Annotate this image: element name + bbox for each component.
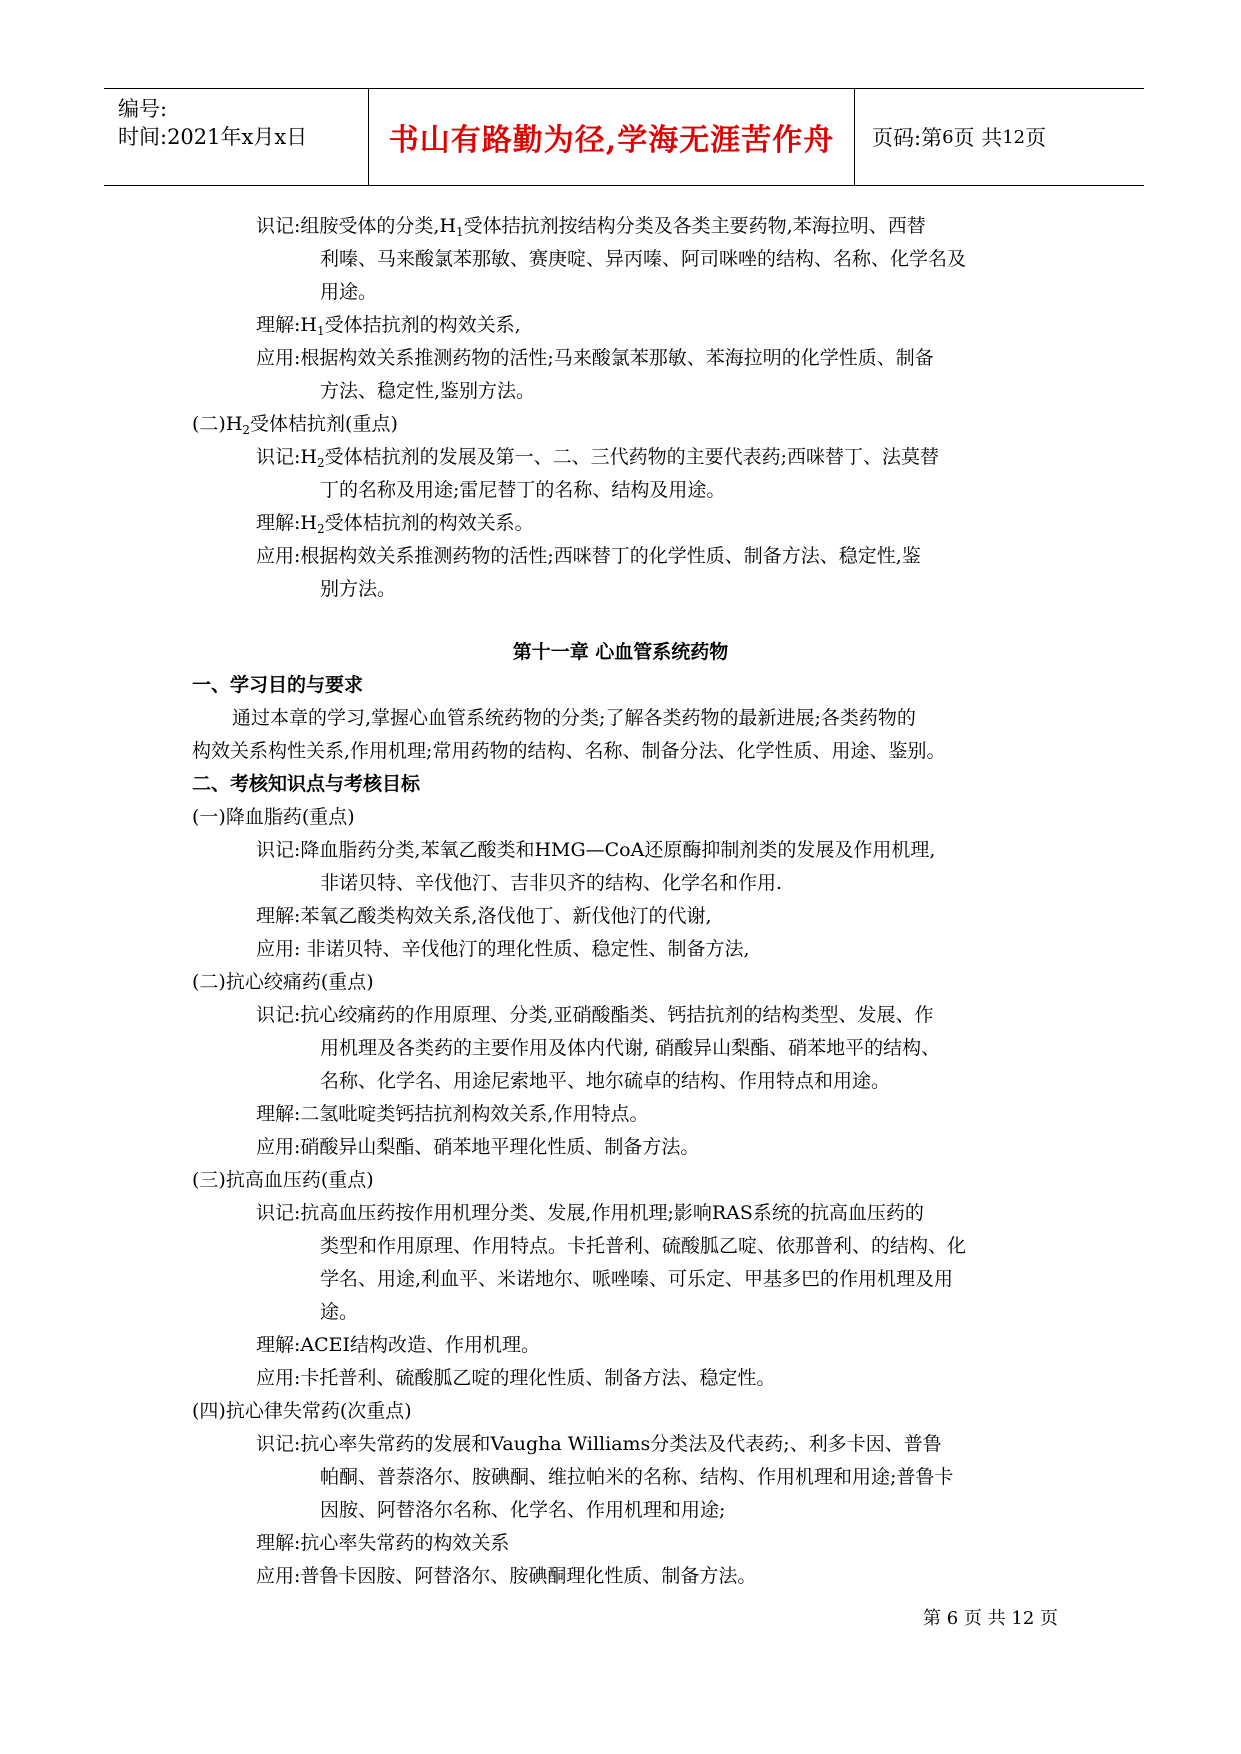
paragraph-line: 因胺、阿替洛尔名称、化学名、作用机理和用途; xyxy=(320,1499,726,1521)
page-footer: 第 6 页 共 12 页 xyxy=(923,1608,1058,1629)
paragraph-line: 学名、用途,利血平、米诺地尔、哌唑嗪、可乐定、甲基多巴的作用机理及用 xyxy=(320,1268,954,1290)
subscript: 2 xyxy=(242,423,251,437)
document-date-label: 时间:2021年x月x日 xyxy=(118,125,308,149)
header-motto: 书山有路勤为径,学海无涯苦作舟 xyxy=(388,123,835,158)
paragraph: 应用: 非诺贝特、辛伐他汀的理化性质、稳定性、制备方法, xyxy=(256,938,750,960)
paragraph: 理解:抗心率失常药的构效关系 xyxy=(256,1532,510,1554)
subsection-heading: (三)抗高血压药(重点) xyxy=(192,1169,374,1191)
text-run: 理解:H xyxy=(256,314,317,336)
page-mid-label: 页 共 xyxy=(953,126,1003,150)
paragraph-line: 用途。 xyxy=(320,281,378,303)
paragraph-line: 类型和作用原理、作用特点。卡托普利、硫酸胍乙啶、依那普利、的结构、化 xyxy=(320,1235,967,1257)
paragraph: 识记:抗心绞痛药的作用原理、分类,亚硝酸酯类、钙拮抗剂的结构类型、发展、作 xyxy=(256,1004,934,1026)
page-number: 6 xyxy=(942,126,954,148)
subscript: 1 xyxy=(456,225,464,239)
paragraph: 应用:根据构效关系推测药物的活性;马来酸氯苯那敏、苯海拉明的化学性质、制备 xyxy=(256,347,934,369)
paragraph: 应用:普鲁卡因胺、阿替洛尔、胺碘酮理化性质、制备方法。 xyxy=(256,1565,757,1587)
document-number-label: 编号: xyxy=(118,97,168,121)
paragraph: 识记:抗心率失常药的发展和Vaugha Williams分类法及代表药;、利多卡因、普鲁 xyxy=(256,1433,942,1455)
paragraph: 理解:二氢吡啶类钙拮抗剂构效关系,作用特点。 xyxy=(256,1103,649,1125)
paragraph: 通过本章的学习,掌握心血管系统药物的分类;了解各类药物的最新进展;各类药物的 xyxy=(232,707,916,729)
page-end-label: 页 xyxy=(1025,126,1047,150)
paragraph-line: 非诺贝特、辛伐他汀、吉非贝齐的结构、化学名和作用. xyxy=(320,872,783,894)
text-run: 受体桔抗剂的发展及第一、二、三代药物的主要代表药;西咪替丁、法莫替 xyxy=(324,446,940,468)
subscript: 2 xyxy=(316,522,325,536)
header-motto-cell xyxy=(369,89,855,185)
page-total: 12 xyxy=(1002,126,1026,148)
text-run: 识记:H xyxy=(256,446,317,468)
text-run: 受体拮抗剂的构效关系, xyxy=(324,314,521,336)
subsection-heading: (一)降血脂药(重点) xyxy=(192,806,355,828)
subsection-heading: (二)抗心绞痛药(重点) xyxy=(192,971,374,993)
text-run: 理解:H xyxy=(256,512,317,534)
paragraph: 识记:降血脂药分类,苯氧乙酸类和HMG—CoA还原酶抑制剂类的发展及作用机理, xyxy=(256,839,936,861)
text-run: 识记:组胺受体的分类,H xyxy=(256,215,457,237)
paragraph-line: 名称、化学名、用途尼索地平、地尔硫卓的结构、作用特点和用途。 xyxy=(320,1070,891,1092)
text-run: 受体桔抗剂(重点) xyxy=(250,413,398,435)
subsection-heading: (四)抗心律失常药(次重点) xyxy=(192,1400,412,1422)
page-header xyxy=(104,88,1144,186)
section-heading: 一、学习目的与要求 xyxy=(192,674,364,696)
paragraph: 理解:ACEI结构改造、作用机理。 xyxy=(256,1334,541,1356)
section-heading: 二、考核知识点与考核目标 xyxy=(192,773,421,795)
header-page-cell xyxy=(856,89,1144,185)
paragraph-line: 别方法。 xyxy=(320,578,397,600)
paragraph-line: 方法、稳定性,鉴别方法。 xyxy=(320,380,536,402)
text-run: (二)H xyxy=(192,413,243,435)
text-run: 受体拮抗剂按结构分类及各类主要药物,苯海拉明、西替 xyxy=(463,215,926,237)
paragraph-line: 途。 xyxy=(320,1301,359,1323)
paragraph: 理解:苯氧乙酸类构效关系,洛伐他丁、新伐他汀的代谢, xyxy=(256,905,712,927)
paragraph: 识记:抗高血压药按作用机理分类、发展,作用机理;影响RAS系统的抗高血压药的 xyxy=(256,1202,924,1224)
paragraph: 应用:硝酸异山梨酯、硝苯地平理化性质、制备方法。 xyxy=(256,1136,700,1158)
paragraph-line: 用机理及各类药的主要作用及体内代谢, 硝酸异山梨酯、硝苯地平的结构、 xyxy=(320,1037,941,1059)
paragraph-line: 构效关系构性关系,作用机理;常用药物的结构、名称、制备分法、化学性质、用途、鉴别。 xyxy=(192,740,946,762)
chapter-title: 第十一章 心血管系统药物 xyxy=(512,641,729,663)
page-label: 页码:第 xyxy=(872,126,943,150)
paragraph: 应用:卡托普利、硫酸胍乙啶的理化性质、制备方法、稳定性。 xyxy=(256,1367,776,1389)
subscript: 1 xyxy=(316,324,325,338)
header-left-cell xyxy=(104,89,369,185)
paragraph-line: 利嗪、马来酸氯苯那敏、赛庚啶、异丙嗪、阿司咪唑的结构、名称、化学名及 xyxy=(320,248,967,270)
subscript: 2 xyxy=(316,456,325,470)
paragraph-line: 丁的名称及用途;雷尼替丁的名称、结构及用途。 xyxy=(320,479,726,501)
paragraph-line: 帕酮、普萘洛尔、胺碘酮、维拉帕米的名称、结构、作用机理和用途;普鲁卡 xyxy=(320,1466,954,1488)
paragraph: 应用:根据构效关系推测药物的活性;西咪替丁的化学性质、制备方法、稳定性,鉴 xyxy=(256,545,921,567)
text-run: 受体桔抗剂的构效关系。 xyxy=(324,512,534,534)
